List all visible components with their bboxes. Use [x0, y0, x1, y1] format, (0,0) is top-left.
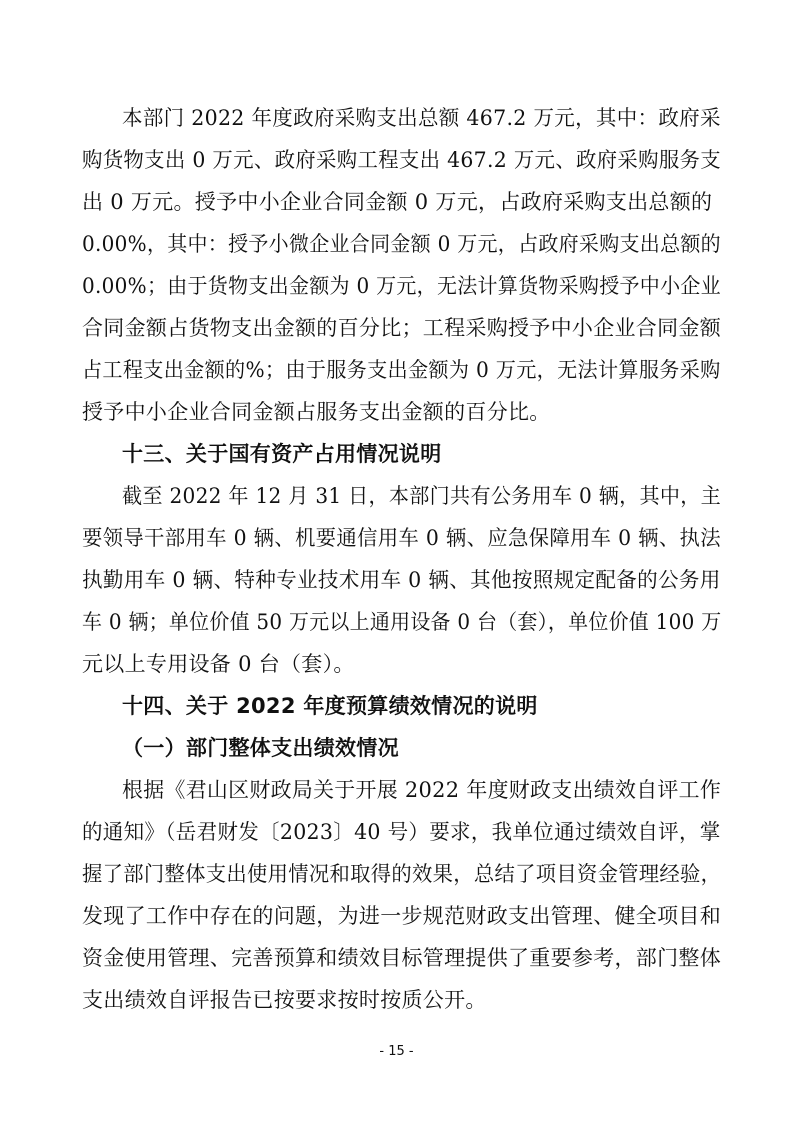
paragraph-line: 本部门 2022 年度政府采购支出总额 467.2 万元，其中：政府采 [122, 106, 721, 130]
section-heading-14: 十四、关于 2022 年度预算绩效情况的说明 [122, 694, 538, 718]
paragraph-line: 占工程支出金额的%；由于服务支出金额为 0 万元，无法计算服务采购 [82, 358, 721, 382]
paragraph-line: 截至 2022 年 12 月 31 日，本部门共有公务用车 0 辆，其中，主 [122, 484, 722, 508]
paragraph-line: 的通知》（岳君财发〔2023〕40 号）要求，我单位通过绩效自评，掌 [82, 820, 721, 844]
paragraph-line: 授予中小企业合同金额占服务支出金额的百分比。 [82, 400, 551, 424]
paragraph-line: 资金使用管理、完善预算和绩效目标管理提供了重要参考，部门整体 [82, 946, 721, 970]
paragraph-line: 合同金额占货物支出金额的百分比；工程采购授予中小企业合同金额 [82, 316, 721, 340]
paragraph-line: 握了部门整体支出使用情况和取得的效果，总结了项目资金管理经验， [82, 862, 722, 886]
paragraph-line: 购货物支出 0 万元、政府采购工程支出 467.2 万元、政府采购服务支 [82, 148, 721, 172]
subsection-heading: （一）部门整体支出绩效情况 [122, 736, 399, 760]
paragraph-line: 支出绩效自评报告已按要求按时按质公开。 [82, 988, 487, 1012]
paragraph-line: 要领导干部用车 0 辆、机要通信用车 0 辆、应急保障用车 0 辆、执法 [82, 526, 721, 550]
paragraph-line: 车 0 辆；单位价值 50 万元以上通用设备 0 台（套），单位价值 100 万 [82, 610, 722, 634]
paragraph-line: 0.00%；由于货物支出金额为 0 万元，无法计算货物采购授予中小企业 [82, 274, 721, 298]
paragraph-line: 根据《君山区财政局关于开展 2022 年度财政支出绩效自评工作 [122, 778, 722, 802]
paragraph-line: 出 0 万元。授予中小企业合同金额 0 万元，占政府采购支出总额的 [82, 190, 713, 214]
paragraph-line: 元以上专用设备 0 台（套）。 [82, 652, 355, 676]
section-heading-13: 十三、关于国有资产占用情况说明 [122, 442, 442, 466]
paragraph-line: 发现了工作中存在的问题，为进一步规范财政支出管理、健全项目和 [82, 904, 721, 928]
page-number: - 15 - [379, 1044, 414, 1059]
paragraph-line: 0.00%，其中：授予小微企业合同金额 0 万元，占政府采购支出总额的 [82, 232, 721, 256]
paragraph-line: 执勤用车 0 辆、特种专业技术用车 0 辆、其他按照规定配备的公务用 [82, 568, 721, 592]
